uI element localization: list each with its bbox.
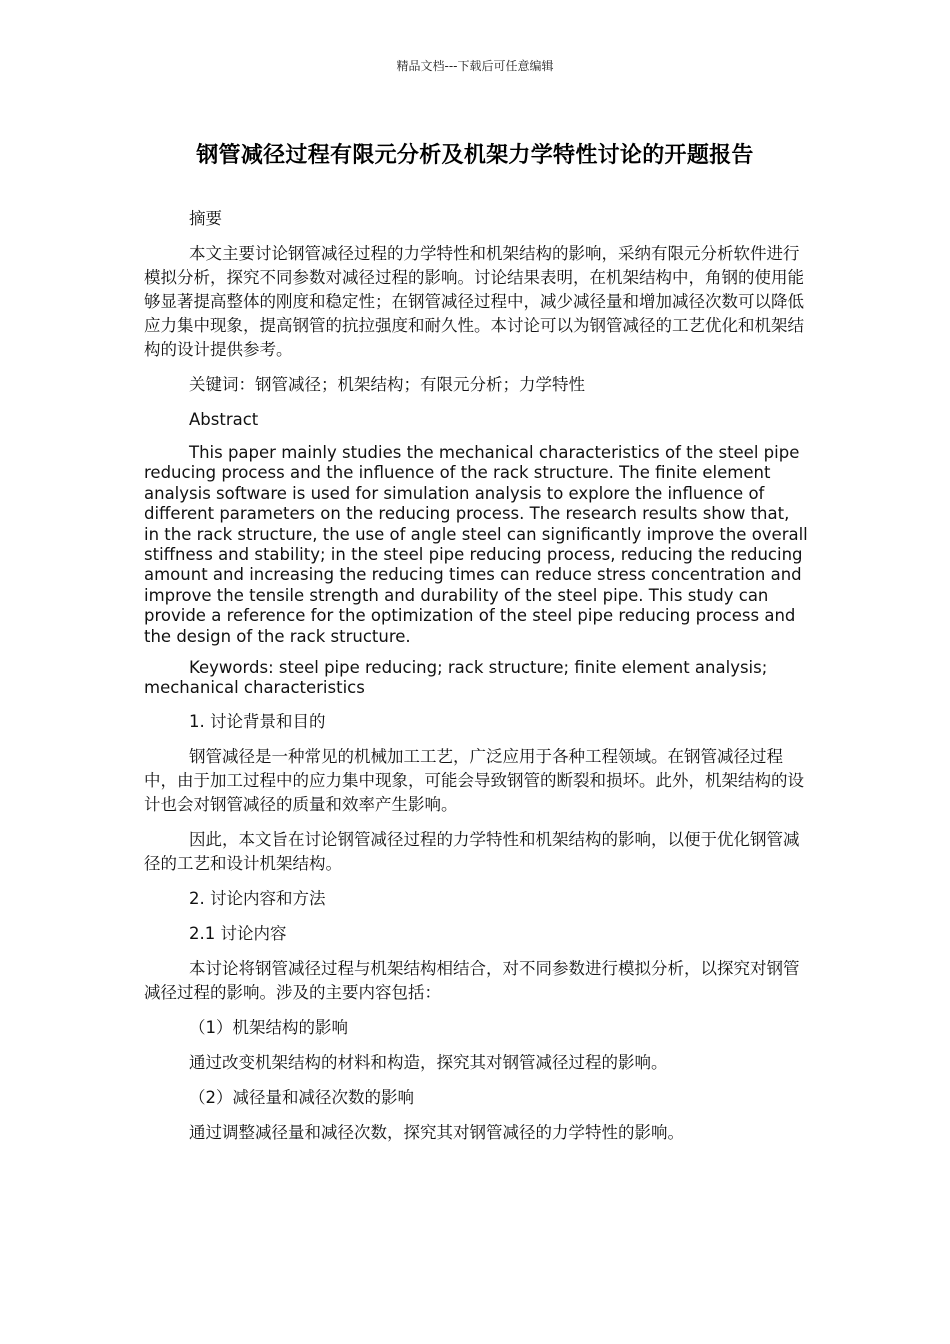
page-header: 精品文档---下载后可任意编辑	[396, 59, 554, 73]
abstract-en-paragraph: This paper mainly studies the mechanical characteristics of the steel pipe reducing process and the influence of the rack structure. The finite element analysis software is used for simulation analysis to explore the influence of different parameters on the reducing process. The research results show that, in the rack structure, the use of angle steel can significantly improve the overall stiffness and stability; in the steel pipe reducing process, reducing the reducing amount and increasing the reducing times can reduce stress concentration and improve the tensile strength and durability of the steel pipe. This study can provide a reference for the optimization of the steel pipe reducing process and the design of the rack structure.	[144, 443, 808, 646]
document-title: 钢管减径过程有限元分析及机架力学特性讨论的开题报告	[196, 143, 754, 168]
section-1-paragraph-2: 因此，本文旨在讨论钢管减径过程的力学特性和机架结构的影响，以便于优化钢管减径的工艺和设计机架结构。	[144, 829, 800, 873]
keywords-cn: 关键词：钢管减径；机架结构；有限元分析；力学特性	[189, 375, 585, 394]
abstract-heading: 摘要	[189, 209, 222, 228]
section-1-heading: 1. 讨论背景和目的	[189, 711, 326, 731]
item-1-text: 通过改变机架结构的材料和构造，探究其对钢管减径过程的影响。	[189, 1052, 668, 1072]
item-1-heading: （1）机架结构的影响	[189, 1017, 348, 1037]
section-2-1-paragraph: 本讨论将钢管减径过程与机架结构相结合，对不同参数进行模拟分析，以探究对钢管减径过程的影响。涉及的主要内容包括：	[144, 958, 800, 1002]
item-2-text: 通过调整减径量和减径次数，探究其对钢管减径的力学特性的影响。	[189, 1122, 684, 1142]
abstract-cn-paragraph: 本文主要讨论钢管减径过程的力学特性和机架结构的影响，采纳有限元分析软件进行模拟分析，探究不同参数对减径过程的影响。讨论结果表明，在机架结构中，角钢的使用能够显著提高整体的刚度和稳定性；在钢管减径过程中，减少减径量和增加减径次数可以降低应力集中现象，提高钢管的抗拉强度和耐久性。本讨论可以为钢管减径的工艺优化和机架结构的设计提供参考。	[144, 244, 804, 359]
section-2-heading: 2. 讨论内容和方法	[189, 888, 326, 908]
item-2-heading: （2）减径量和减径次数的影响	[189, 1087, 414, 1107]
section-1-paragraph-1: 钢管减径是一种常见的机械加工工艺，广泛应用于各种工程领域。在钢管减径过程中，由于加工过程中的应力集中现象，可能会导致钢管的断裂和损坏。此外，机架结构的设计也会对钢管减径的质量和效率产生影响。	[144, 746, 804, 814]
abstract-en-heading: Abstract	[189, 410, 259, 429]
document-body	[144, 207, 808, 1145]
section-2-1-heading: 2.1 讨论内容	[189, 923, 287, 943]
keywords-en: Keywords: steel pipe reducing; rack structure; finite element analysis; mechanical characteristics	[144, 658, 768, 698]
